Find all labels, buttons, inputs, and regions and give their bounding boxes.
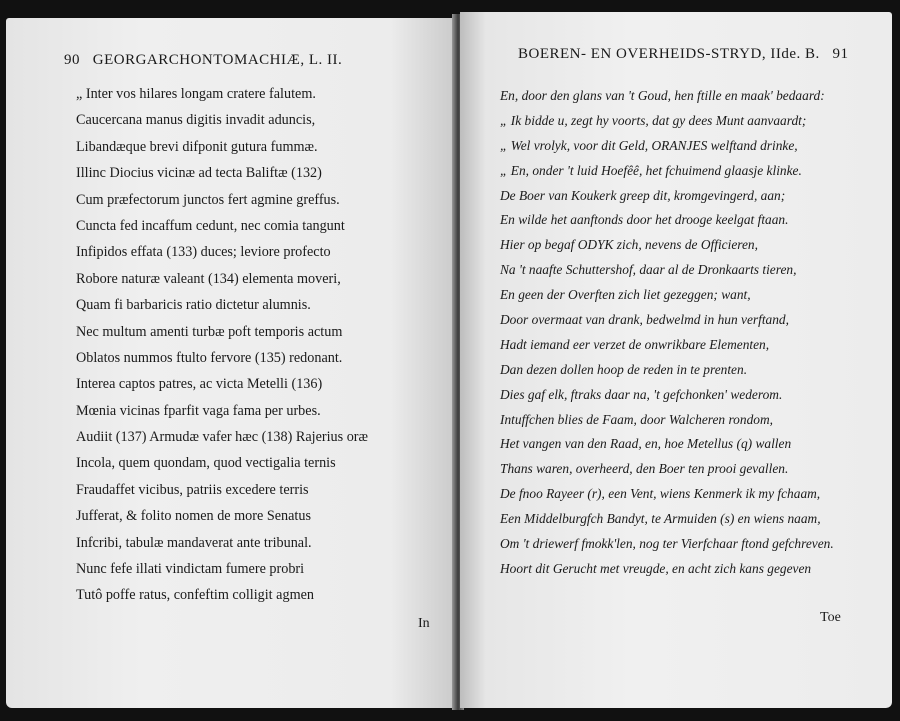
right-text-line: En geen der Overften zich liet gezeggen; want, xyxy=(500,287,751,303)
right-page-number: 91 xyxy=(832,46,849,62)
left-text-line: Quam fi barbaricis ratio dictetur alumnis. xyxy=(76,297,311,314)
right-text-line: „ En, onder 't luid Hoefêê, het fchuimend glaasje klinke. xyxy=(500,162,802,178)
right-text-line: Dies gaf elk, ftraks daar na, 't gefchonken' wederom. xyxy=(500,386,783,402)
left-text-line: Cum præfectorum junctos fert agmine greffus. xyxy=(76,191,340,208)
right-running-head xyxy=(518,46,848,63)
right-text-line: Thans waren, overheerd, den Boer ten prooi gevallen. xyxy=(500,461,789,477)
left-text-line: Illinc Diocius vicinæ ad tecta Baliftæ (132) xyxy=(76,165,322,182)
left-text-line: Mœnia vicinas fparfit vaga fama per urbes. xyxy=(76,402,321,419)
right-text-line: En, door den glans van 't Goud, hen ftille en maak' bedaard: xyxy=(500,88,825,103)
right-text-line: Dan dezen dollen hoop de reden in te prenten. xyxy=(500,361,748,377)
left-text-line: Infcribi, tabulæ mandaverat ante tribunal. xyxy=(76,534,312,551)
left-text-line: Libandæque brevi difponit gutura fummæ. xyxy=(76,138,318,155)
left-text-line: Infipidos effata (133) duces; leviore profecto xyxy=(76,244,331,261)
left-text-line: Robore naturæ valeant (134) elementa moveri, xyxy=(76,270,341,287)
left-text-line: Cuncta fed incaffum cedunt, nec comia tangunt xyxy=(76,217,345,234)
right-text-block xyxy=(500,84,834,582)
left-head-title: GEORGARCHONTOMACHIÆ, L. II. xyxy=(92,52,343,68)
right-text-line: Intuffchen blies de Faam, door Walcheren rondom, xyxy=(500,411,773,427)
right-text-line: Hier op begaf ODYK zich, nevens de Officieren, xyxy=(500,237,758,253)
left-text-line: Oblatos nummos ftulto fervore (135) redonant. xyxy=(76,349,343,366)
left-text-line: Tutô poffe ratus, confeftim colligit agmen xyxy=(76,587,314,604)
left-text-line: Incola, quem quondam, quod vectigalia ternis xyxy=(76,455,336,472)
right-text-line: De fnoo Rayeer (r), een Vent, wiens Kenmerk ik my fchaam, xyxy=(500,486,821,502)
right-text-line: Het vangen van den Raad, en, hoe Metellus (q) wallen xyxy=(500,436,792,452)
right-catchword: Toe xyxy=(820,610,841,625)
left-text-line: Nec multum amenti turbæ poft temporis actum xyxy=(76,323,343,340)
right-text-line: En wilde het aanftonds door het drooge keelgat ftaan. xyxy=(500,212,789,228)
left-text-line: „ Inter vos hilares longam cratere falutem. xyxy=(76,86,316,102)
left-text-line: Jufferat, & folito nomen de more Senatus xyxy=(76,508,311,525)
right-text-line: Hoort dit Gerucht met vreugde, en acht zich kans gegeven xyxy=(500,560,812,576)
right-text-line: De Boer van Koukerk greep dit, kromgevingerd, aan; xyxy=(500,187,786,203)
right-text-line: Hadt iemand eer verzet de onwrikbare Elementen, xyxy=(500,336,770,352)
left-page-number: 90 xyxy=(64,52,80,68)
left-text-line: Audiit (137) Armudæ vafer hæc (138) Rajerius oræ xyxy=(76,429,368,446)
right-text-line: „ Wel vrolyk, voor dit Geld, ORANJES welftand drinke, xyxy=(500,137,798,153)
left-page xyxy=(6,18,458,708)
left-text-block xyxy=(76,81,368,609)
left-text-line: Interea captos patres, ac victa Metelli (136) xyxy=(76,376,323,393)
right-text-line: Door overmaat van drank, bedwelmd in hun verftand, xyxy=(500,312,789,328)
left-catchword: In xyxy=(418,616,430,631)
left-text-line: Caucercana manus digitis invadit aduncis, xyxy=(76,112,316,129)
left-text-line: Nunc fefe illati vindictam fumere probri xyxy=(76,561,305,578)
right-head-title: BOEREN- EN OVERHEIDS-STRYD, IIde. B. xyxy=(518,46,820,62)
right-text-line: Na 't naafte Schuttershof, daar al de Dronkaarts tieren, xyxy=(500,262,797,278)
left-text-line: Fraudaffet vicibus, patriis excedere terris xyxy=(76,481,309,498)
right-text-line: Een Middelburgfch Bandyt, te Armuiden (s) en wiens naam, xyxy=(500,511,821,527)
right-text-line: „ Ik bidde u, zegt hy voorts, dat gy dees Munt aanvaardt; xyxy=(500,112,807,128)
left-running-head xyxy=(64,52,342,69)
right-page xyxy=(460,12,892,708)
right-text-line: Om 't driewerf fmokk'len, nog ter Vierfchaar ftond gefchreven. xyxy=(500,536,834,552)
